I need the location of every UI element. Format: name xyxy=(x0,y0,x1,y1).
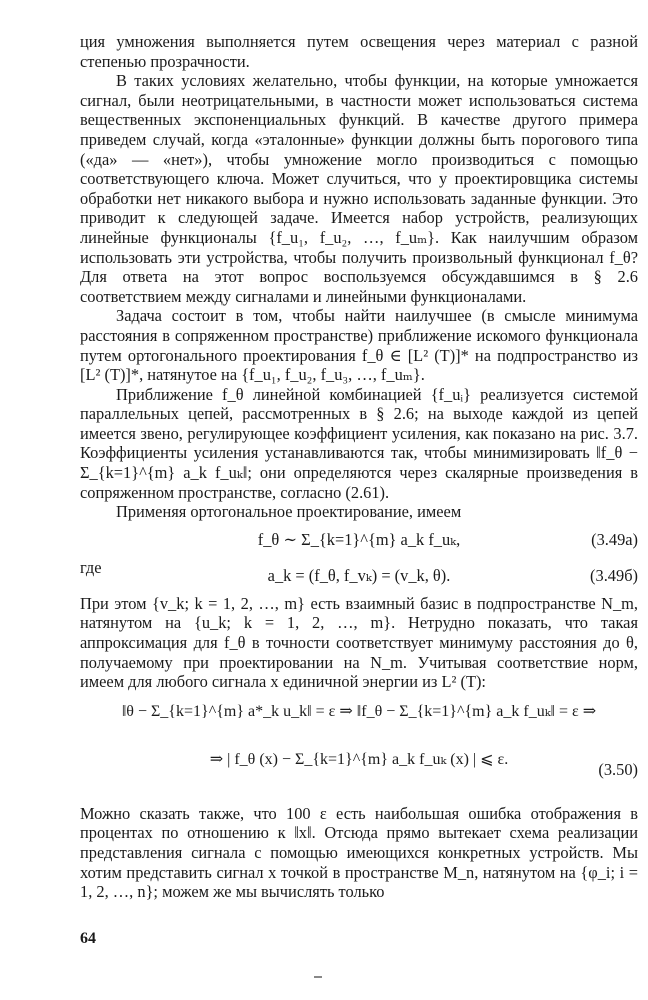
equation-3-49b xyxy=(80,557,638,594)
equation-3-49a xyxy=(80,522,638,560)
equation-3-50-line-1: ‖θ − Σ_{k=1}^{m} a*_k u_k‖ = ε ⇒ ‖f_θ − Σ_{k=1}^{m} a_k f_uₖ‖ = ε ⇒ xyxy=(121,702,597,720)
page-number: 64 xyxy=(80,930,96,947)
equation-3-49a-number: (3.49а) xyxy=(591,529,638,549)
page-body xyxy=(80,32,638,902)
equation-3-50 xyxy=(80,692,638,804)
paragraph-1: ция умножения выполняется путем освещения через материал с разной степенью прозрачности. xyxy=(80,32,638,71)
where-label: где xyxy=(80,557,102,577)
equation-3-50-number: (3.50) xyxy=(598,759,638,779)
paragraph-3: Задача состоит в том, чтобы найти наилучшее (в смысле минимума расстояния в сопряженном пространстве) приближение искомого функционала путем ортогонального проектирования f_θ ∈ [L² (T)]* на подпространство из [L² (T)]*, натянутое на {f_u₁, f_u₂, f_u₃, …, f_uₘ}. xyxy=(80,306,638,385)
paragraph-4: Приближение f_θ линейной комбинацией {f_uᵢ} реализуется системой параллельных цепей, рассмотренных в § 2.6; на выходе каждой из цепей имеется звено, регулирующее коэффициент усиления, как показано на рис. 3.7. Коэффициенты усиления устанавливаются так, чтобы минимизировать ‖f_θ − Σ_{k=1}^{m} a_k f_uₖ‖; они определяются через скалярные произведения в сопряженном пространстве, согласно (2.61). xyxy=(80,384,638,502)
paragraph-7: Можно сказать также, что 100 ε есть наибольшая ошибка отображения в процентах по отношению к ‖x‖. Отсюда прямо вытекает схема реализации представления сигнала с помощью имеющихся конкретных устройств. Мы хотим представить сигнал x точкой в пространстве M_n, натянутом на {φ_i; i = 1, 2, …, n}; можем же мы вычислять только xyxy=(80,803,638,902)
equation-3-49a-body: f_θ ∼ Σ_{k=1}^{m} a_k f_uₖ, xyxy=(257,529,461,549)
equation-3-49b-body: a_k = (f_θ, f_vₖ) = (v_k, θ). xyxy=(267,565,451,585)
paragraph-5: Применяя ортогональное проектирование, имеем xyxy=(116,502,462,522)
scan-mark xyxy=(314,976,322,978)
equation-3-49b-number: (3.49б) xyxy=(590,565,638,585)
paragraph-6: При этом {v_k; k = 1, 2, …, m} есть взаимный базис в подпространстве N_m, натянутом на {u_k; k = 1, 2, …, m}. Нетрудно показать, что такая аппроксимация для f_θ в точности соответствует минимуму расстояния до θ, получаемому при проектировании на N_m. Учитывая соответствие норм, имеем для любого сигнала x единичной энергии из L² (T): xyxy=(80,593,638,692)
equation-3-50-line-2: ⇒ | f_θ (x) − Σ_{k=1}^{m} a_k f_uₖ (x) | ⩽ ε. xyxy=(209,750,509,768)
paragraph-2: В таких условиях желательно, чтобы функции, на которые умножается сигнал, были неотрицательными, в частности может использоваться система вещественных экспоненциальных функций. В качестве другого примера приведем случай, когда «эталонные» функции должны быть порогового типа («да» — «нет»), чтобы умножение могло производиться с помощью соответствующего ключа. Может случиться, что у проектировщика системы обработки нет никакого выбора и нужно использовать заданные функции. Это приводит к следующей задаче. Имеется набор устройств, реализующих линейные функционалы {f_u₁, f_u₂, …, f_uₘ}. Как наилучшим образом использовать эти устройства, чтобы получить произвольный функционал f_θ? Для ответа на этот вопрос воспользуемся обсуждавшимся в § 2.6 соответствием между сигналами и линейными функционалами. xyxy=(80,71,638,306)
